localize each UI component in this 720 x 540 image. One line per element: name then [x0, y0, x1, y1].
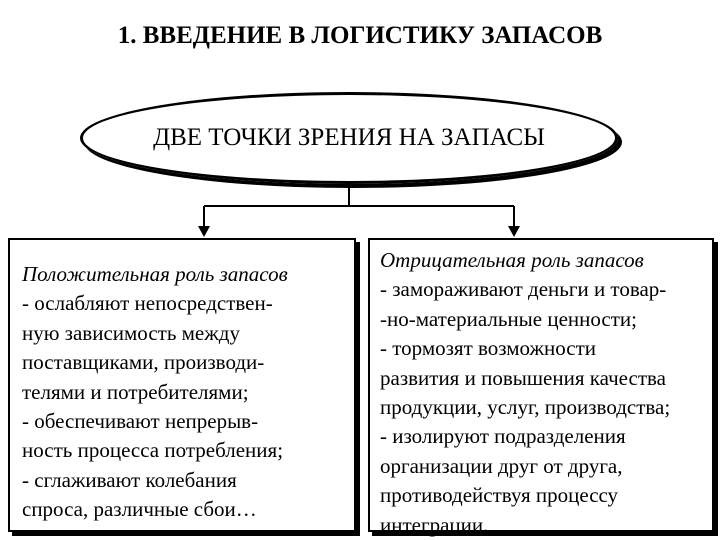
positive-role-line: телями и потребителями; — [22, 379, 249, 404]
negative-role-line: -но-материальные ценности; — [380, 306, 637, 331]
negative-role-line: развития и повышения качества — [380, 365, 666, 390]
central-oval — [80, 92, 618, 184]
negative-role-line: - изолируют подразделения — [380, 424, 626, 449]
negative-role-line: - тормозят возможности — [380, 336, 597, 361]
negative-role-line: интеграции. — [380, 512, 489, 537]
negative-role-heading: Отрицательная роль запасов — [380, 248, 644, 272]
arrow-left-icon — [198, 226, 210, 237]
negative-role-box — [368, 238, 714, 537]
positive-role-heading: Положительная роль запасов — [22, 262, 288, 286]
positive-role-line: поставщиками, производи- — [22, 350, 265, 375]
negative-role-line: организации друг от друга, — [380, 453, 623, 478]
positive-role-box — [8, 238, 356, 532]
positive-role-line: ность процесса потребления; — [22, 438, 284, 463]
positive-role-line: - ослабляют непосредствен- — [22, 291, 273, 316]
page-title: 1. ВВЕДЕНИЕ В ЛОГИСТИКУ ЗАПАСОВ — [117, 22, 603, 49]
negative-role-line: противодействуя процессу — [380, 483, 619, 508]
negative-role-line: продукции, услуг, производства; — [380, 395, 671, 420]
negative-role-line: - замораживают деньги и товар- — [380, 277, 667, 302]
positive-role-line: ную зависимость между — [22, 320, 240, 345]
positive-role-line: - обеспечивают непрерыв- — [22, 409, 259, 434]
positive-role-line: спроса, различные сбои… — [22, 497, 257, 522]
central-oval-label: ДВЕ ТОЧКИ ЗРЕНИЯ НА ЗАПАСЫ — [153, 124, 545, 151]
positive-role-line: - сглаживают колебания — [22, 467, 237, 492]
arrow-right-icon — [508, 226, 520, 237]
